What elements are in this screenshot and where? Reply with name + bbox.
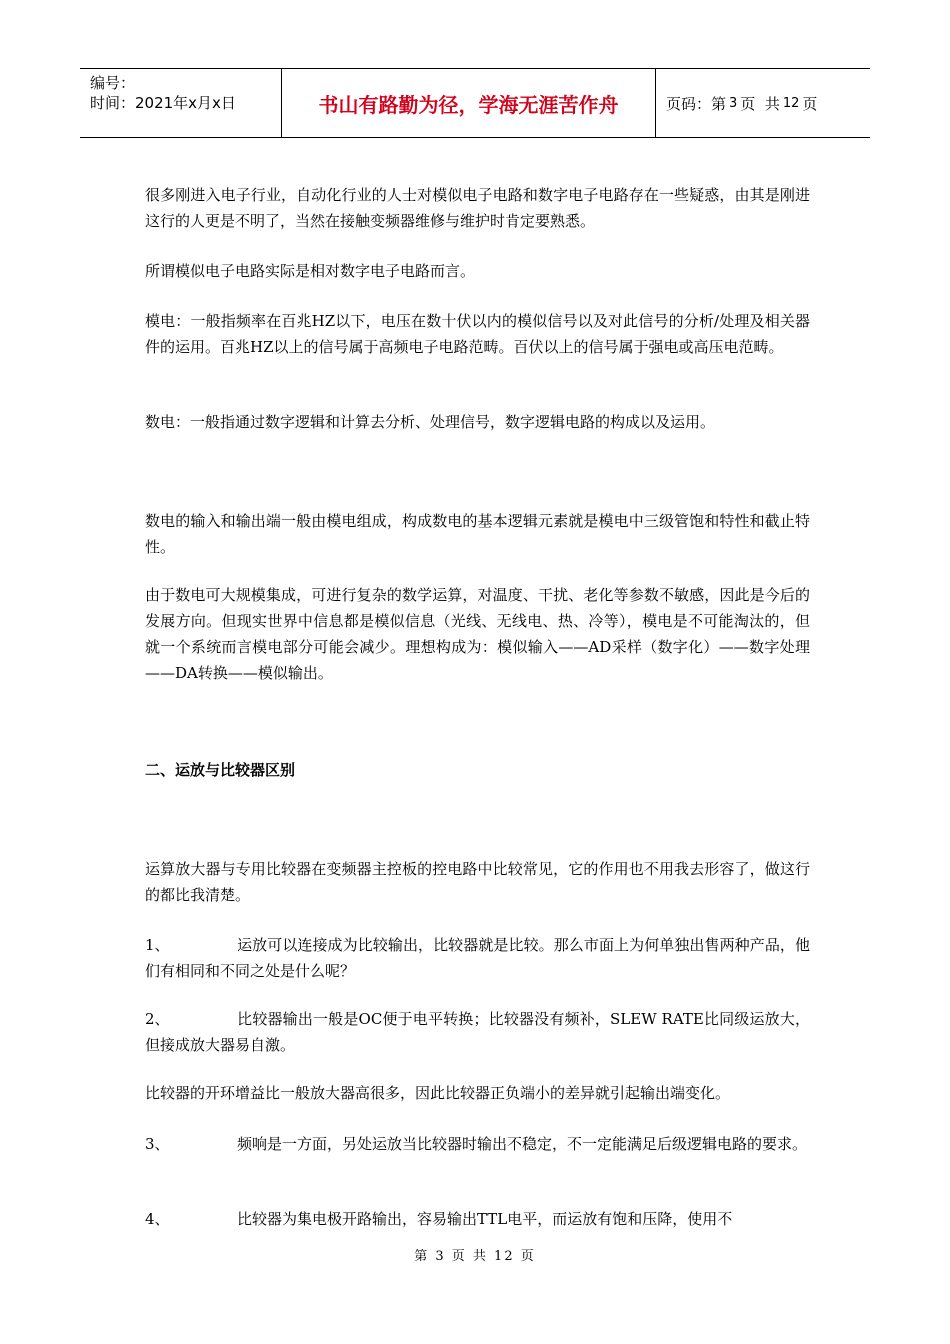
list-item-1 [145, 932, 810, 984]
list-item-3-text: 频响是一方面，另处运放当比较器时输出不稳定，不一定能满足后级逻辑电路的要求。 [237, 1135, 808, 1153]
paragraph-opamp-intro: 运算放大器与专用比较器在变频器主控板的控电路中比较常见，它的作用也不用我去形容了，做这行的都比我清楚。 [145, 860, 810, 904]
page-suffix: 页 [802, 94, 818, 113]
serial-label: 编号： [90, 74, 136, 92]
list-item-2-number: 2、 [145, 1010, 170, 1028]
paragraph-intro: 很多刚进入电子行业，自动化行业的人士对模似电子电路和数字电子电路存在一些疑惑，由其是刚进这行的人更是不明了，当然在接触变频器维修与维护时肯定要熟悉。 [145, 186, 810, 230]
list-item-4-number: 4、 [145, 1210, 170, 1228]
paragraph-digital: 数电：一般指通过数字逻辑和计算去分析、处理信号，数字逻辑电路的构成以及运用。 [145, 413, 716, 431]
list-item-3 [145, 1131, 810, 1157]
paragraph-definition: 所谓模似电子电路实际是相对数字电子电路而言。 [145, 262, 476, 280]
header-meta-cell [80, 69, 282, 137]
paragraph-gain: 比较器的开环增益比一般放大器高很多，因此比较器正负端小的差异就引起输出端变化。 [145, 1084, 731, 1102]
header-page-info [656, 69, 870, 137]
paragraph-io: 数电的输入和输出端一般由模电组成，构成数电的基本逻辑元素就是模电中三级管饱和特性和截止特性。 [145, 512, 810, 556]
header-motto: 书山有路勤为径，学海无涯苦作舟 [282, 69, 656, 137]
time-label: 时间：2021年x月x日 [90, 94, 236, 112]
paragraph-trend: 由于数电可大规模集成，可进行复杂的数学运算，对温度、干扰、老化等参数不敏感，因此是今后的发展方向。但现实世界中信息都是模似信息（光线、无线电、热、冷等），模电是不可能淘汰的，但就一个系统而言模电部分可能会减少。理想构成为：模似输入——AD采样（数字化）——数字处理——DA转换——模似输出。 [145, 586, 810, 682]
list-item-1-number: 1、 [145, 936, 170, 954]
page-current: 3 [729, 95, 738, 111]
list-item-4 [145, 1206, 810, 1232]
page-footer: 第 3 页 共 12 页 [414, 1249, 536, 1264]
list-item-2 [145, 1006, 810, 1058]
list-item-3-number: 3、 [145, 1135, 170, 1153]
page-mid: 页 共 [740, 94, 780, 113]
list-item-4-text: 比较器为集电极开路输出，容易输出TTL电平，而运放有饱和压降，使用不 [237, 1210, 733, 1228]
page-total: 12 [782, 95, 800, 111]
list-item-2-text: 比较器输出一般是OC便于电平转换；比较器没有频补，SLEW RATE比同级运放大，但接成放大器易自激。 [145, 1010, 810, 1054]
page-header [80, 68, 870, 138]
page-prefix: 页码：第 [666, 94, 727, 113]
section-heading: 二、运放与比较器区别 [145, 761, 296, 779]
paragraph-analog: 模电：一般指频率在百兆HZ以下，电压在数十伏以内的模似信号以及对此信号的分析/处理及相关器件的运用。百兆HZ以上的信号属于高频电子电路范畴。百伏以上的信号属于强电或高压电范畴。 [145, 312, 810, 356]
list-item-1-text: 运放可以连接成为比较输出，比较器就是比较。那么市面上为何单独出售两种产品，他们有相同和不同之处是什么呢？ [145, 936, 810, 980]
